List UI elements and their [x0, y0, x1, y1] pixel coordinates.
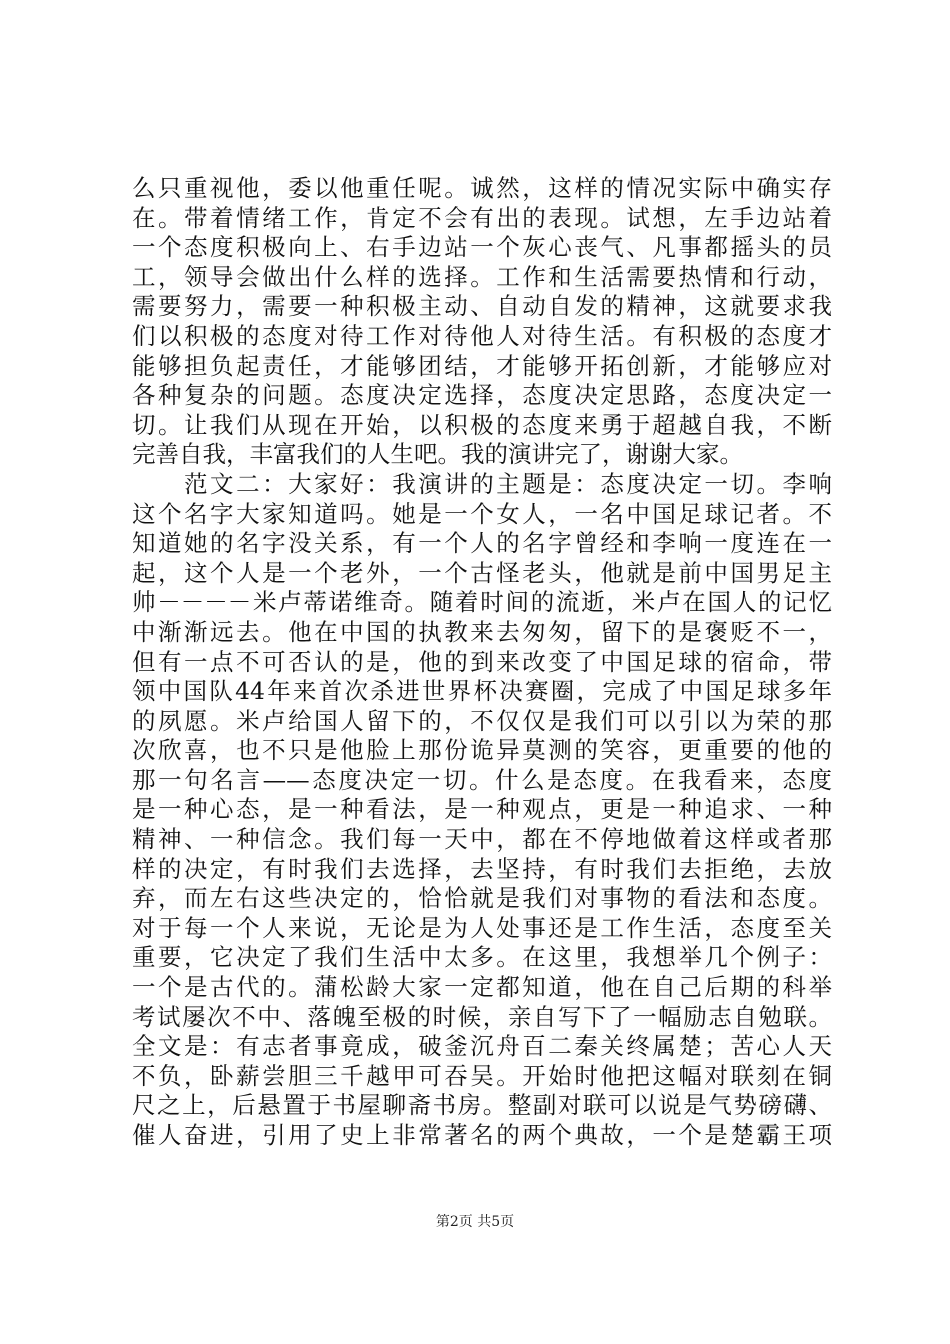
text-line: 考试屡次不中、落魄至极的时候，亲自写下了一幅励志自勉联。	[132, 1002, 832, 1031]
text-line: 帅－－－－米卢蒂诺维奇。随着时间的流逝，米卢在国人的记忆	[132, 588, 832, 617]
text-line: 但有一点不可否认的是，他的到来改变了中国足球的宿命，带	[132, 647, 832, 676]
text-line: 是一种心态，是一种看法，是一种观点，更是一种追求、一种	[132, 795, 832, 824]
body-text	[132, 174, 832, 1151]
text-line: 领中国队44年来首次杀进世界杯决赛圈，完成了中国足球多年	[132, 677, 832, 706]
text-line: 需要努力，需要一种积极主动、自动自发的精神，这就要求我	[132, 292, 832, 321]
text-line: 重要，它决定了我们生活中太多。在这里，我想举几个例子：	[132, 943, 832, 972]
text-line: 样的决定，有时我们去选择，去坚持，有时我们去拒绝，去放	[132, 854, 832, 883]
text-line: 们以积极的态度对待工作对待他人对待生活。有积极的态度才	[132, 321, 832, 350]
text-line: 一个是古代的。蒲松龄大家一定都知道，他在自己后期的科举	[132, 973, 832, 1002]
text-line: 一个态度积极向上、右手边站一个灰心丧气、凡事都摇头的员	[132, 233, 832, 262]
text-line: 完善自我，丰富我们的人生吧。我的演讲完了，谢谢大家。	[132, 440, 743, 469]
text-line: 催人奋进，引用了史上非常著名的两个典故，一个是楚霸王项	[132, 1121, 832, 1149]
text-line: 次欣喜，也不只是他脸上那份诡异莫测的笑容，更重要的他的	[132, 736, 832, 765]
text-line: 在。带着情绪工作，肯定不会有出的表现。试想，左手边站着	[132, 203, 832, 232]
text-line: 范文二：大家好：我演讲的主题是：态度决定一切。李响	[132, 469, 832, 498]
text-line: 全文是：有志者事竟成，破釜沉舟百二秦关终属楚；苦心人天	[132, 1032, 832, 1061]
text-line: 切。让我们从现在开始，以积极的态度来勇于超越自我，不断	[132, 410, 832, 439]
text-line: 的夙愿。米卢给国人留下的，不仅仅是我们可以引以为荣的那	[132, 706, 832, 735]
text-line: 么只重视他，委以他重任呢。诚然，这样的情况实际中确实存	[132, 174, 832, 202]
text-line: 工，领导会做出什么样的选择。工作和生活需要热情和行动，	[132, 262, 832, 291]
text-line: 尺之上，后悬置于书屋聊斋书房。整副对联可以说是气势磅礴、	[132, 1091, 832, 1120]
text-line: 对于每一个人来说，无论是为人处事还是工作生活，态度至关	[132, 913, 832, 942]
text-line: 知道她的名字没关系，有一个人的名字曾经和李响一度连在一	[132, 529, 832, 558]
text-line: 精神、一种信念。我们每一天中，都在不停地做着这样或者那	[132, 825, 832, 854]
text-line: 能够担负起责任，才能够团结，才能够开拓创新，才能够应对	[132, 351, 832, 380]
text-line: 这个名字大家知道吗。她是一个女人，一名中国足球记者。不	[132, 499, 832, 528]
page-number-footer: 第2页 共5页	[435, 1214, 515, 1230]
text-line: 那一句名言——态度决定一切。什么是态度。在我看来，态度	[132, 765, 832, 794]
text-line: 各种复杂的问题。态度决定选择，态度决定思路，态度决定一	[132, 381, 832, 410]
text-line: 中渐渐远去。他在中国的执教来去匆匆，留下的是褒贬不一，	[132, 617, 832, 646]
text-line: 不负，卧薪尝胆三千越甲可吞吴。开始时他把这幅对联刻在铜	[132, 1061, 832, 1090]
text-line: 起，这个人是一个老外，一个古怪老头，他就是前中国男足主	[132, 558, 832, 587]
text-line: 弃，而左右这些决定的，恰恰就是我们对事物的看法和态度。	[132, 884, 832, 913]
